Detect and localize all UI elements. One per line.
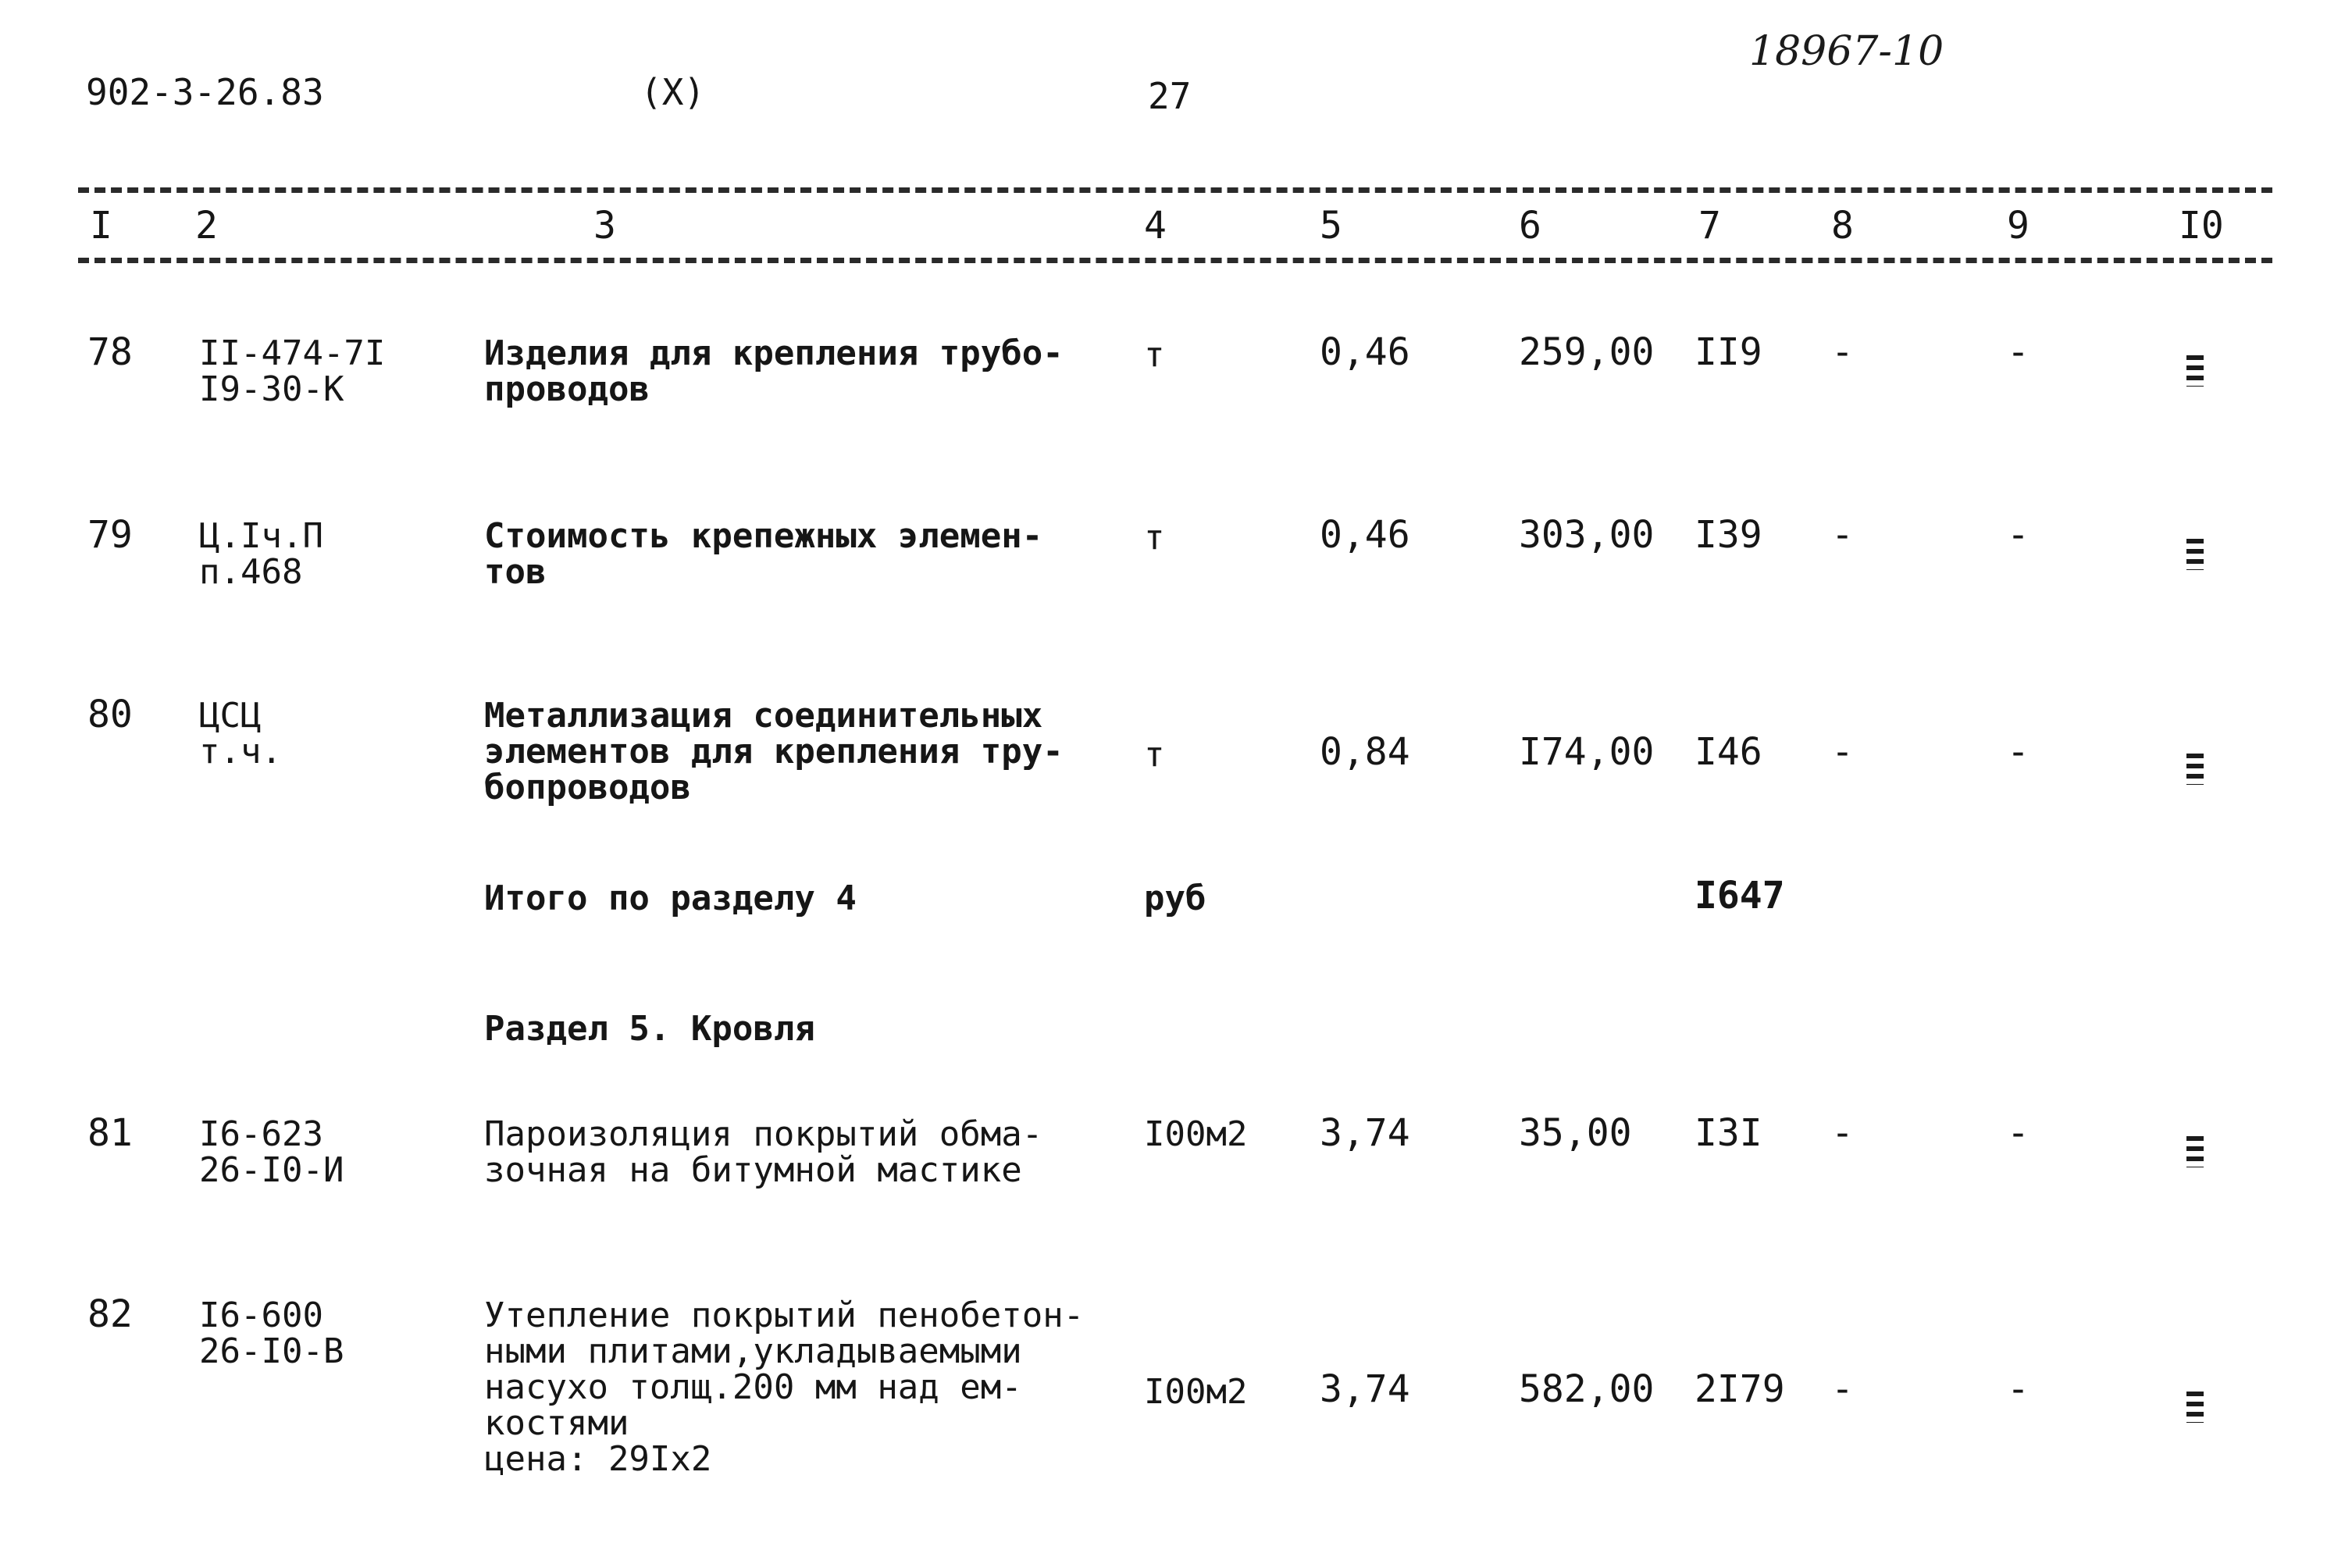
row-number: 82 [87, 1292, 133, 1336]
row-number: 81 [87, 1111, 133, 1155]
total-cost: I3I [1695, 1111, 1762, 1155]
unit: т [1144, 335, 1165, 375]
total-cost: I39 [1695, 513, 1762, 557]
col9-value: - [2007, 730, 2029, 774]
col-head-9: 9 [2007, 204, 2029, 248]
row-number: 79 [87, 513, 133, 557]
subtotal-total: I647 [1695, 874, 1785, 918]
col8-value: - [1831, 1367, 1854, 1411]
unit: I00м2 [1144, 1114, 1248, 1154]
row-number: 78 [87, 330, 133, 374]
col-head-8: 8 [1831, 204, 1854, 248]
unit-price: 259,00 [1519, 330, 1655, 374]
col9-value: - [2007, 330, 2029, 374]
col-head-10: I0 [2179, 204, 2224, 248]
col9-value: - [2007, 1111, 2029, 1155]
quantity: 3,74 [1320, 1367, 1410, 1411]
total-cost: II9 [1695, 330, 1762, 374]
unit-price: 582,00 [1519, 1367, 1655, 1411]
col9-value: - [2007, 513, 2029, 557]
header-top-rule [78, 187, 2272, 193]
quantity: 3,74 [1320, 1111, 1410, 1155]
norm-code: I6-600 26-I0-В [199, 1295, 344, 1371]
document-code: 902-3-26.83 [86, 71, 324, 113]
unit: т [1144, 735, 1165, 775]
norm-code: Ц.Iч.П п.468 [199, 516, 323, 592]
unit-price: I74,00 [1519, 730, 1655, 774]
row-number: 80 [87, 693, 133, 736]
col8-value: - [1831, 730, 1854, 774]
quantity: 0,46 [1320, 330, 1410, 374]
subtotal-label: Итого по разделу 4 [484, 878, 857, 918]
unit-price: 303,00 [1519, 513, 1655, 557]
col-head-7: 7 [1698, 204, 1721, 248]
col-head-6: 6 [1519, 204, 1541, 248]
work-description: Утепление покрытий пенобетон- ными плитами,укладываемыми насухо толщ.200 мм над ем- костями цена: 29Iх2 [484, 1295, 1085, 1479]
col-head-5: 5 [1320, 204, 1342, 248]
col-head-4: 4 [1144, 204, 1167, 248]
work-description: Стоимость крепежных элемен- тов [484, 516, 1043, 592]
variant-mark: (X) [640, 71, 706, 113]
handwritten-sheet-code: 18967-10 [1749, 28, 1944, 75]
col10-ditto-mark [2186, 355, 2204, 387]
work-description: Пароизоляция покрытий обма- зочная на битумной мастике [484, 1114, 1043, 1190]
norm-code: II-474-7I I9-30-K [199, 333, 386, 409]
col-head-3: 3 [593, 204, 616, 248]
work-description: Металлизация соединительных элементов для крепления тру- бопроводов [484, 696, 1064, 807]
quantity: 0,84 [1320, 730, 1410, 774]
section-title: Раздел 5. Кровля [484, 1009, 815, 1049]
col9-value: - [2007, 1367, 2029, 1411]
col10-ditto-mark [2186, 1136, 2204, 1167]
quantity: 0,46 [1320, 513, 1410, 557]
work-description: Изделия для крепления трубо- проводов [484, 333, 1064, 409]
unit: I00м2 [1144, 1372, 1248, 1412]
total-cost: 2I79 [1695, 1367, 1785, 1411]
header-bottom-rule [78, 258, 2272, 263]
col-head-1: I [90, 204, 112, 248]
col-head-2: 2 [195, 204, 218, 248]
col10-ditto-mark [2186, 754, 2204, 785]
col10-ditto-mark [2186, 539, 2204, 570]
col10-ditto-mark [2186, 1392, 2204, 1423]
page-number: 27 [1148, 75, 1192, 117]
col8-value: - [1831, 1111, 1854, 1155]
norm-code: I6-623 26-I0-И [199, 1114, 344, 1190]
total-cost: I46 [1695, 730, 1762, 774]
unit-price: 35,00 [1519, 1111, 1632, 1155]
unit: т [1144, 518, 1165, 558]
subtotal-unit: руб [1144, 878, 1206, 918]
col8-value: - [1831, 513, 1854, 557]
col8-value: - [1831, 330, 1854, 374]
norm-code: ЦСЦ т.ч. [199, 696, 282, 772]
